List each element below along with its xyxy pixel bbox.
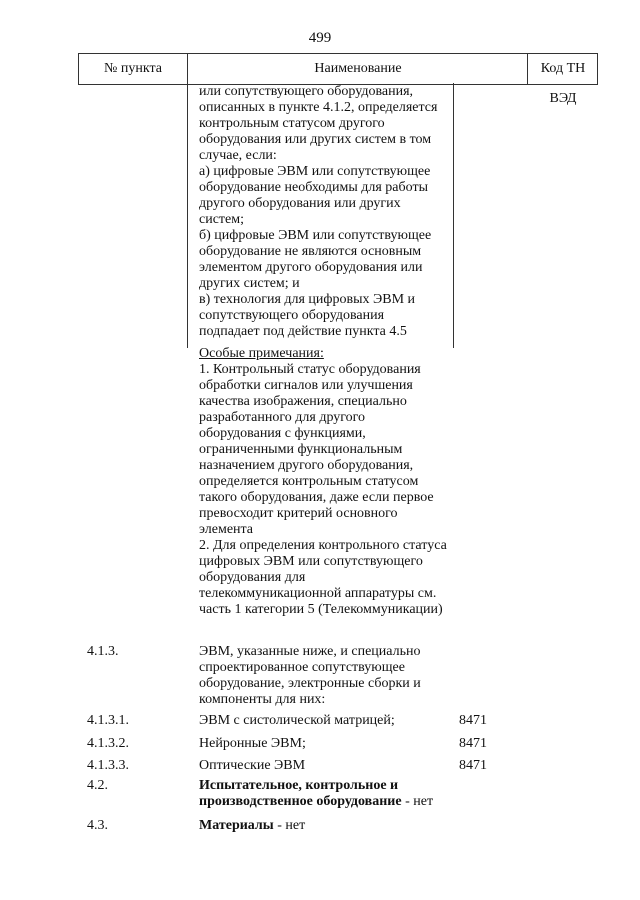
item-text: Оптические ЭВМ xyxy=(199,758,306,773)
item-number: 4.1.3.2. xyxy=(87,736,129,751)
item-number: 4.1.3.3. xyxy=(87,758,129,773)
item-number: 4.2. xyxy=(87,778,108,793)
notes-title: Особые примечания: xyxy=(199,346,324,361)
page-number: 499 xyxy=(308,30,332,46)
item-text: Нейронные ЭВМ; xyxy=(199,736,306,751)
item-title: Материалы xyxy=(199,818,274,833)
column-divider-right xyxy=(453,83,454,348)
item-code: 8471 xyxy=(459,713,487,728)
item-number: 4.1.3.1. xyxy=(87,713,129,728)
item-suffix: - нет xyxy=(273,818,306,833)
item-text: ЭВМ с систолической матрицей; xyxy=(199,713,395,728)
item-text xyxy=(199,818,305,834)
item-suffix: - нет xyxy=(401,794,434,809)
continuation-text: или сопутствующего оборудования, описанных в пункте 4.1.2, определяется контрольным статусом другого оборудования или других систем в том случае, если: а) цифровые ЭВМ или сопутствующее оборудование необходимы для работы другого оборудования или других систем; б) цифровые ЭВМ или сопутствующее оборудование не являются основным элементом другого оборудования или других систем; и в) технология для цифровых ЭВМ и сопутствующего оборудования подпадает под действие пункта 4.5 xyxy=(199,84,438,339)
header-code: Код ТН ВЭД xyxy=(527,54,598,84)
column-divider-left xyxy=(187,83,188,348)
item-text: ЭВМ, указанные ниже, и специально спроектированное сопутствующее оборудование, электронные сборки и компоненты для них: xyxy=(199,644,421,707)
item-text xyxy=(199,778,433,810)
item-number: 4.1.3. xyxy=(87,644,119,659)
notes-text: 1. Контрольный статус оборудования обработки сигналов или улучшения качества изображения, специально разработанного для другого оборудования с функциями, ограниченными функциональным назначением другого оборудования, определяется контрольным статусом такого оборудования, даже если первое превосходит критерий основного элемента 2. Для определения контрольного статуса цифровых ЭВМ или сопутствующего оборудования для телекоммуникационной аппаратуры см. часть 1 категории 5 (Телекоммуникации) xyxy=(199,362,447,617)
item-title: Испытательное, контрольное и производственное оборудование xyxy=(199,778,402,809)
header-item-number: № пункта xyxy=(104,61,162,76)
table-header xyxy=(78,53,598,106)
item-code: 8471 xyxy=(459,758,487,773)
header-name: Наименование xyxy=(187,54,528,84)
item-number: 4.3. xyxy=(87,818,108,833)
item-code: 8471 xyxy=(459,736,487,751)
